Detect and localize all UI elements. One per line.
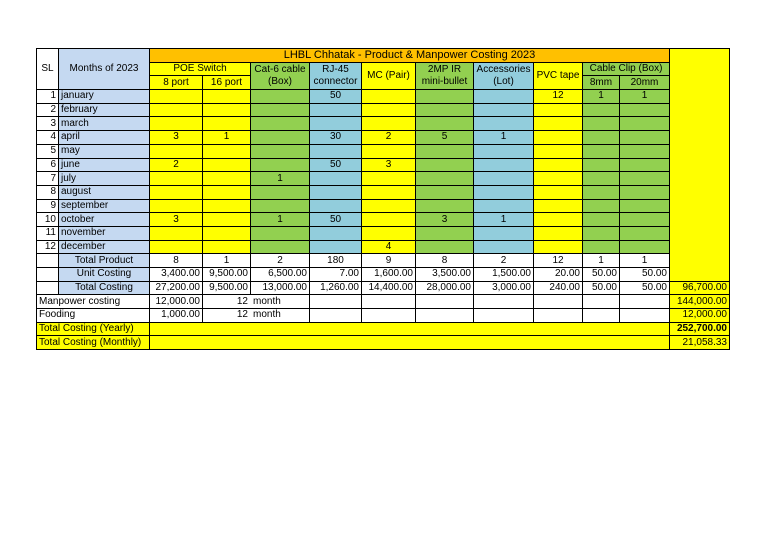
rj45-cell: 50 xyxy=(310,90,362,104)
poe-8port-cell: 3 xyxy=(150,131,203,145)
blank-cell xyxy=(534,309,583,323)
accessories-cell xyxy=(474,199,534,213)
clip-8mm-total-product: 1 xyxy=(583,254,620,268)
blank-cell xyxy=(362,309,416,323)
pvc-unit-costing: 20.00 xyxy=(534,268,583,282)
poe-16port-cell xyxy=(203,240,251,254)
rj45-cell xyxy=(310,226,362,240)
accessories-cell xyxy=(474,90,534,104)
clip-20mm-total-product: 1 xyxy=(620,254,670,268)
accessories-cell xyxy=(474,172,534,186)
month-row xyxy=(37,185,730,199)
cat6-total-product: 2 xyxy=(251,254,310,268)
clip-20mm-cell xyxy=(620,144,670,158)
poe-8port-cell xyxy=(150,185,203,199)
blank-cell xyxy=(534,295,583,309)
pvc-cell xyxy=(534,144,583,158)
clip-20mm-cell xyxy=(620,172,670,186)
cat6-cell xyxy=(251,240,310,254)
cat6-cell xyxy=(251,117,310,131)
cat6-cell xyxy=(251,103,310,117)
poe-switch-header: POE Switch xyxy=(150,62,251,76)
poe-8port-cell xyxy=(150,144,203,158)
poe-8port-cell: 2 xyxy=(150,158,203,172)
fooding-row-amount: 1,000.00 xyxy=(150,309,203,323)
clip-20mm-cell xyxy=(620,131,670,145)
rj45-cell: 50 xyxy=(310,158,362,172)
month-row xyxy=(37,240,730,254)
month-name: september xyxy=(59,199,150,213)
accessories-unit-costing: 1,500.00 xyxy=(474,268,534,282)
pvc-total-product: 12 xyxy=(534,254,583,268)
cat6-cell xyxy=(251,144,310,158)
summary-column-blank xyxy=(670,49,730,282)
clip-8mm-header: 8mm xyxy=(583,76,620,90)
rj45-cell xyxy=(310,117,362,131)
cat6-unit-costing: 6,500.00 xyxy=(251,268,310,282)
accessories-cell xyxy=(474,158,534,172)
ir-unit-costing: 3,500.00 xyxy=(416,268,474,282)
month-name: july xyxy=(59,172,150,186)
poe-16port-cell xyxy=(203,90,251,104)
cat6-cell xyxy=(251,185,310,199)
total-product-label: Total Product xyxy=(59,254,150,268)
clip-8mm-cell xyxy=(583,144,620,158)
blank-cell xyxy=(620,295,670,309)
clip-8mm-cell xyxy=(583,226,620,240)
ir-cell xyxy=(416,117,474,131)
month-row xyxy=(37,226,730,240)
blank-cell xyxy=(583,295,620,309)
mc-cell xyxy=(362,117,416,131)
poe-8port-unit-costing: 3,400.00 xyxy=(150,268,203,282)
poe-8port-total-costing: 27,200.00 xyxy=(150,281,203,295)
clip-8mm-total-costing: 50.00 xyxy=(583,281,620,295)
row-number: 3 xyxy=(37,117,59,131)
rj45-unit-costing: 7.00 xyxy=(310,268,362,282)
poe-16port-unit-costing: 9,500.00 xyxy=(203,268,251,282)
manpower-row-amount: 12,000.00 xyxy=(150,295,203,309)
row-number: 9 xyxy=(37,199,59,213)
clip-20mm-total-costing: 50.00 xyxy=(620,281,670,295)
pvc-cell xyxy=(534,199,583,213)
mc-cell: 3 xyxy=(362,158,416,172)
month-name: august xyxy=(59,185,150,199)
manpower-row-unit: month xyxy=(251,295,310,309)
poe-16port-total-costing: 9,500.00 xyxy=(203,281,251,295)
sheet-title: LHBL Chhatak - Product & Manpower Costing 2023 xyxy=(150,49,670,63)
ir-cell xyxy=(416,185,474,199)
blank-cell xyxy=(37,268,59,282)
poe-8port-header: 8 port xyxy=(150,76,203,90)
row-number: 10 xyxy=(37,213,59,227)
rj45-cell xyxy=(310,199,362,213)
row-number: 7 xyxy=(37,172,59,186)
blank-cell xyxy=(310,309,362,323)
mc-cell xyxy=(362,213,416,227)
month-row xyxy=(37,103,730,117)
row-number: 5 xyxy=(37,144,59,158)
cat6-header: Cat-6 cable (Box) xyxy=(251,62,310,89)
poe-16port-cell: 1 xyxy=(203,131,251,145)
ir-cell xyxy=(416,158,474,172)
clip-20mm-header: 20mm xyxy=(620,76,670,90)
clip-20mm-cell xyxy=(620,185,670,199)
month-row xyxy=(37,90,730,104)
fooding-row-sum: 12,000.00 xyxy=(670,309,730,323)
fooding-row-months: 12 xyxy=(203,309,251,323)
cat6-cell xyxy=(251,131,310,145)
mc-total-costing: 14,400.00 xyxy=(362,281,416,295)
total-costing-row xyxy=(37,281,730,295)
poe-8port-total-product: 8 xyxy=(150,254,203,268)
poe-16port-cell xyxy=(203,226,251,240)
mc-cell xyxy=(362,144,416,158)
clip-20mm-cell: 1 xyxy=(620,90,670,104)
cat6-cell xyxy=(251,158,310,172)
ir-cell xyxy=(416,199,474,213)
accessories-total-costing: 3,000.00 xyxy=(474,281,534,295)
clip-8mm-cell xyxy=(583,158,620,172)
clip-8mm-cell xyxy=(583,172,620,186)
total-monthly-row-label: Total Costing (Monthly) xyxy=(37,336,150,350)
mc-cell xyxy=(362,199,416,213)
clip-20mm-cell xyxy=(620,199,670,213)
ir-cell xyxy=(416,226,474,240)
month-name: april xyxy=(59,131,150,145)
pvc-cell xyxy=(534,213,583,227)
month-row xyxy=(37,131,730,145)
accessories-cell xyxy=(474,185,534,199)
poe-8port-cell xyxy=(150,117,203,131)
poe-16port-cell xyxy=(203,158,251,172)
poe-16port-cell xyxy=(203,144,251,158)
clip-20mm-cell xyxy=(620,240,670,254)
pvc-cell xyxy=(534,117,583,131)
blank-cell xyxy=(150,336,670,350)
month-name: june xyxy=(59,158,150,172)
mc-header: MC (Pair) xyxy=(362,62,416,89)
poe-8port-cell xyxy=(150,240,203,254)
month-name: march xyxy=(59,117,150,131)
rj45-total-product: 180 xyxy=(310,254,362,268)
manpower-row-sum: 144,000.00 xyxy=(670,295,730,309)
row-number: 11 xyxy=(37,226,59,240)
cat6-cell xyxy=(251,226,310,240)
fooding-row-label: Fooding xyxy=(37,309,150,323)
clip-8mm-cell xyxy=(583,199,620,213)
row-number: 12 xyxy=(37,240,59,254)
poe-16port-cell xyxy=(203,213,251,227)
total-product-row xyxy=(37,254,730,268)
months-header: Months of 2023 xyxy=(59,49,150,90)
accessories-cell xyxy=(474,144,534,158)
ir-total-costing: 28,000.00 xyxy=(416,281,474,295)
blank-cell xyxy=(37,254,59,268)
clip-8mm-cell xyxy=(583,103,620,117)
rj45-cell xyxy=(310,103,362,117)
accessories-cell xyxy=(474,103,534,117)
clip-8mm-cell xyxy=(583,185,620,199)
pvc-cell xyxy=(534,185,583,199)
ir-header: 2MP IR mini-bullet xyxy=(416,62,474,89)
rj45-header: RJ-45 connector xyxy=(310,62,362,89)
poe-16port-cell xyxy=(203,103,251,117)
cat6-total-costing: 13,000.00 xyxy=(251,281,310,295)
unit-costing-label: Unit Costing xyxy=(59,268,150,282)
rj45-cell xyxy=(310,240,362,254)
clip-20mm-cell xyxy=(620,226,670,240)
blank-cell xyxy=(37,281,59,295)
poe-16port-cell xyxy=(203,117,251,131)
clip-20mm-cell xyxy=(620,213,670,227)
products-total-sum: 96,700.00 xyxy=(670,281,730,295)
blank-cell xyxy=(416,309,474,323)
mc-cell xyxy=(362,172,416,186)
cat6-cell xyxy=(251,199,310,213)
blank-cell xyxy=(620,309,670,323)
ir-cell xyxy=(416,103,474,117)
mc-cell xyxy=(362,226,416,240)
header-row-1 xyxy=(37,49,730,63)
cat6-cell xyxy=(251,90,310,104)
pvc-header: PVC tape xyxy=(534,62,583,89)
clip-8mm-cell xyxy=(583,131,620,145)
row-number: 1 xyxy=(37,90,59,104)
total-yearly-row xyxy=(37,322,730,336)
clip-8mm-cell xyxy=(583,213,620,227)
accessories-cell xyxy=(474,240,534,254)
accessories-cell xyxy=(474,226,534,240)
month-name: november xyxy=(59,226,150,240)
month-row xyxy=(37,144,730,158)
pvc-cell: 12 xyxy=(534,90,583,104)
month-name: may xyxy=(59,144,150,158)
blank-cell xyxy=(583,309,620,323)
total-yearly-row-label: Total Costing (Yearly) xyxy=(37,322,150,336)
clip-8mm-cell xyxy=(583,117,620,131)
rj45-cell xyxy=(310,185,362,199)
ir-cell xyxy=(416,240,474,254)
poe-16port-cell xyxy=(203,199,251,213)
manpower-row-months: 12 xyxy=(203,295,251,309)
pvc-cell xyxy=(534,240,583,254)
pvc-cell xyxy=(534,131,583,145)
total-monthly-row xyxy=(37,336,730,350)
clip-20mm-cell xyxy=(620,117,670,131)
cat6-cell: 1 xyxy=(251,213,310,227)
mc-cell: 2 xyxy=(362,131,416,145)
pvc-cell xyxy=(534,172,583,186)
rj45-cell xyxy=(310,172,362,186)
month-name: january xyxy=(59,90,150,104)
accessories-cell: 1 xyxy=(474,213,534,227)
poe-8port-cell: 3 xyxy=(150,213,203,227)
month-row xyxy=(37,172,730,186)
row-number: 4 xyxy=(37,131,59,145)
poe-8port-cell xyxy=(150,226,203,240)
pvc-cell xyxy=(534,103,583,117)
ir-cell xyxy=(416,144,474,158)
mc-cell xyxy=(362,185,416,199)
ir-cell xyxy=(416,172,474,186)
month-name: october xyxy=(59,213,150,227)
month-row xyxy=(37,199,730,213)
fooding-row-unit: month xyxy=(251,309,310,323)
blank-cell xyxy=(416,295,474,309)
total-monthly-row-sum: 21,058.33 xyxy=(670,336,730,350)
blank-cell xyxy=(474,309,534,323)
manpower-row-label: Manpower costing xyxy=(37,295,150,309)
blank-cell xyxy=(310,295,362,309)
clip-8mm-cell xyxy=(583,240,620,254)
month-name: february xyxy=(59,103,150,117)
month-row xyxy=(37,117,730,131)
pvc-total-costing: 240.00 xyxy=(534,281,583,295)
blank-cell xyxy=(474,295,534,309)
accessories-cell xyxy=(474,117,534,131)
rj45-total-costing: 1,260.00 xyxy=(310,281,362,295)
clip-20mm-unit-costing: 50.00 xyxy=(620,268,670,282)
clip-20mm-cell xyxy=(620,103,670,117)
mc-cell xyxy=(362,90,416,104)
row-number: 6 xyxy=(37,158,59,172)
mc-cell xyxy=(362,103,416,117)
ir-total-product: 8 xyxy=(416,254,474,268)
ir-cell xyxy=(416,90,474,104)
total-costing-label: Total Costing xyxy=(59,281,150,295)
mc-total-product: 9 xyxy=(362,254,416,268)
poe-16port-header: 16 port xyxy=(203,76,251,90)
clip-20mm-cell xyxy=(620,158,670,172)
blank-cell xyxy=(362,295,416,309)
row-number: 8 xyxy=(37,185,59,199)
rj45-cell xyxy=(310,144,362,158)
month-name: december xyxy=(59,240,150,254)
month-row xyxy=(37,158,730,172)
poe-8port-cell xyxy=(150,172,203,186)
poe-8port-cell xyxy=(150,199,203,213)
poe-16port-total-product: 1 xyxy=(203,254,251,268)
poe-8port-cell xyxy=(150,90,203,104)
accessories-header: Accessories (Lot) xyxy=(474,62,534,89)
mc-cell: 4 xyxy=(362,240,416,254)
manpower-row xyxy=(37,295,730,309)
total-yearly-row-sum: 252,700.00 xyxy=(670,322,730,336)
poe-16port-cell xyxy=(203,172,251,186)
fooding-row xyxy=(37,309,730,323)
blank-cell xyxy=(150,322,670,336)
cable-clip-header: Cable Clip (Box) xyxy=(583,62,670,76)
mc-unit-costing: 1,600.00 xyxy=(362,268,416,282)
row-number: 2 xyxy=(37,103,59,117)
unit-costing-row xyxy=(37,268,730,282)
accessories-total-product: 2 xyxy=(474,254,534,268)
poe-16port-cell xyxy=(203,185,251,199)
pvc-cell xyxy=(534,226,583,240)
ir-cell: 5 xyxy=(416,131,474,145)
poe-8port-cell xyxy=(150,103,203,117)
cat6-cell: 1 xyxy=(251,172,310,186)
accessories-cell: 1 xyxy=(474,131,534,145)
rj45-cell: 50 xyxy=(310,213,362,227)
month-row xyxy=(37,213,730,227)
ir-cell: 3 xyxy=(416,213,474,227)
sl-header: SL xyxy=(37,49,59,90)
costing-table xyxy=(36,48,730,350)
clip-8mm-cell: 1 xyxy=(583,90,620,104)
clip-8mm-unit-costing: 50.00 xyxy=(583,268,620,282)
rj45-cell: 30 xyxy=(310,131,362,145)
pvc-cell xyxy=(534,158,583,172)
